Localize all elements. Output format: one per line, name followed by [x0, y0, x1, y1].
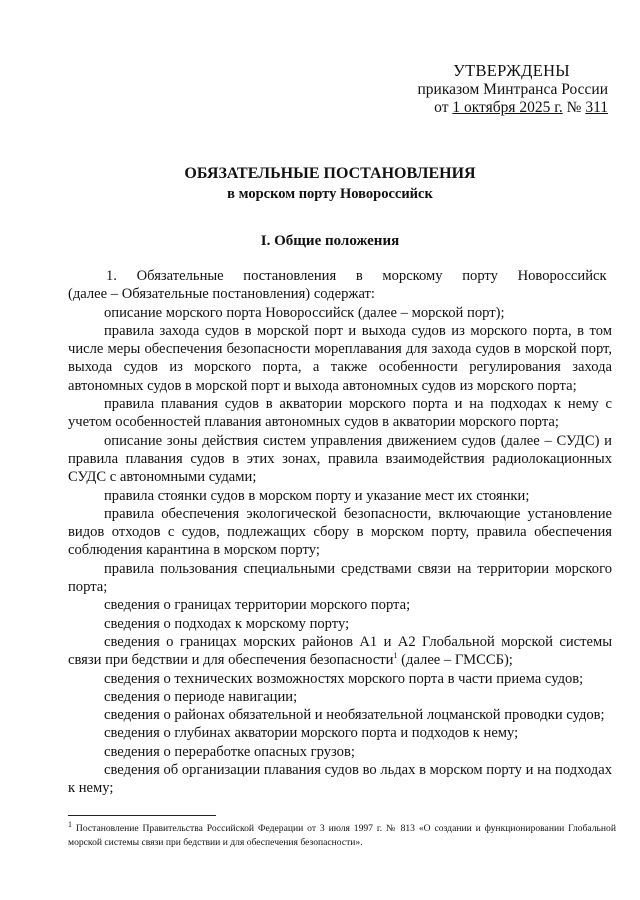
- approval-number: 311: [585, 99, 608, 116]
- footnote-mark: 1: [68, 819, 72, 829]
- paragraph-item: сведения о переработке опасных грузов;: [104, 743, 355, 760]
- approval-date-prefix: от: [434, 99, 449, 116]
- section-heading: I. Общие положения: [260, 233, 400, 249]
- paragraph-item: сведения о глубинах акватории морского порта и подходов к нему;: [104, 725, 519, 742]
- approval-date-line: [380, 99, 608, 118]
- paragraph-item: сведения о технических возможностях морского порта в части приема судов;: [104, 670, 584, 687]
- approval-date: 1 октября 2025 г.: [452, 99, 563, 116]
- approval-order: приказом Минтранса России: [417, 80, 608, 98]
- footnote-text: Постановление Правительства Российской Федерации от 3 июля 1997 г. № 813 «О создании и функционировании Глобальной морской системы связи при бедствии и для обеспечения безопасности».: [68, 823, 616, 848]
- document-title-main: ОБЯЗАТЕЛЬНЫЕ ПОСТАНОВЛЕНИЯ: [184, 165, 476, 182]
- paragraph-item: правила плавания судов в акватории морского порта и на подходах к нему с учетом особенностей плавания автономных судов в акватории морского порта;: [68, 396, 612, 431]
- approval-block: [380, 62, 608, 118]
- paragraph-item: правила пользования специальными средствами связи на территории морского порта;: [68, 560, 612, 596]
- document-title: [30, 164, 630, 204]
- footnote-ref: 1: [393, 651, 398, 661]
- paragraph-item: сведения о периоде навигации;: [104, 688, 298, 705]
- paragraph-item: правила захода судов в морской порт и выхода судов из морского порта, в том числе меры обеспечения безопасности мореплавания для захода судов в морской порт, выхода судов из морского порта, а также особенности регулирования захода автономных судов в морской порт и выхода автономных судов из морского порта;: [68, 322, 612, 394]
- paragraph-item: правила обеспечения экологической безопасности, включающие установление видов отходов с судов, подлежащих сбору в морском порту, правила обеспечения соблюдения карантина в морском порту;: [68, 505, 612, 559]
- paragraph-item: описание зоны действия систем управления движением судов (далее – СУДС) и правила плавания судов в этих зонах, правила взаимодействия радиолокационных СУДС с автономными судами;: [68, 432, 612, 486]
- paragraph-1: 1. Обязательные постановления в морскому порту Новороссийск: [106, 268, 607, 284]
- footnote: [68, 819, 616, 850]
- paragraph-item: сведения о подходах к морскому порту;: [104, 615, 350, 632]
- paragraph-item: описание морского порта Новороссийск (далее – морской порт);: [104, 304, 505, 321]
- paragraph-item: правила стоянки судов в морском порту и указание мест их стоянки;: [104, 487, 530, 504]
- approval-number-prefix: №: [566, 99, 582, 116]
- document-body: [68, 267, 612, 798]
- paragraph-item: сведения о границах территории морского порта;: [104, 597, 411, 614]
- paragraph-item: сведения о районах обязательной и необязательной лоцманской проводки судов;: [104, 707, 605, 724]
- footnote-separator: [68, 815, 216, 816]
- approval-title: УТВЕРЖДЕНЫ: [453, 61, 570, 80]
- paragraph-item: сведения об организации плавания судов во льдах в морском порту и на подходах к нему;: [68, 762, 612, 797]
- document-title-sub: в морском порту Новороссийск: [227, 186, 433, 202]
- paragraph-item-gmdss: сведения о границах морских районов А1 и А2 Глобальной морской системы связи при бедствии и для обеспечения безопасности$^1$ (далее – ГМССБ);: [68, 633, 612, 669]
- paragraph-1-cont: (далее – Обязательные постановления) содержат:: [68, 286, 375, 303]
